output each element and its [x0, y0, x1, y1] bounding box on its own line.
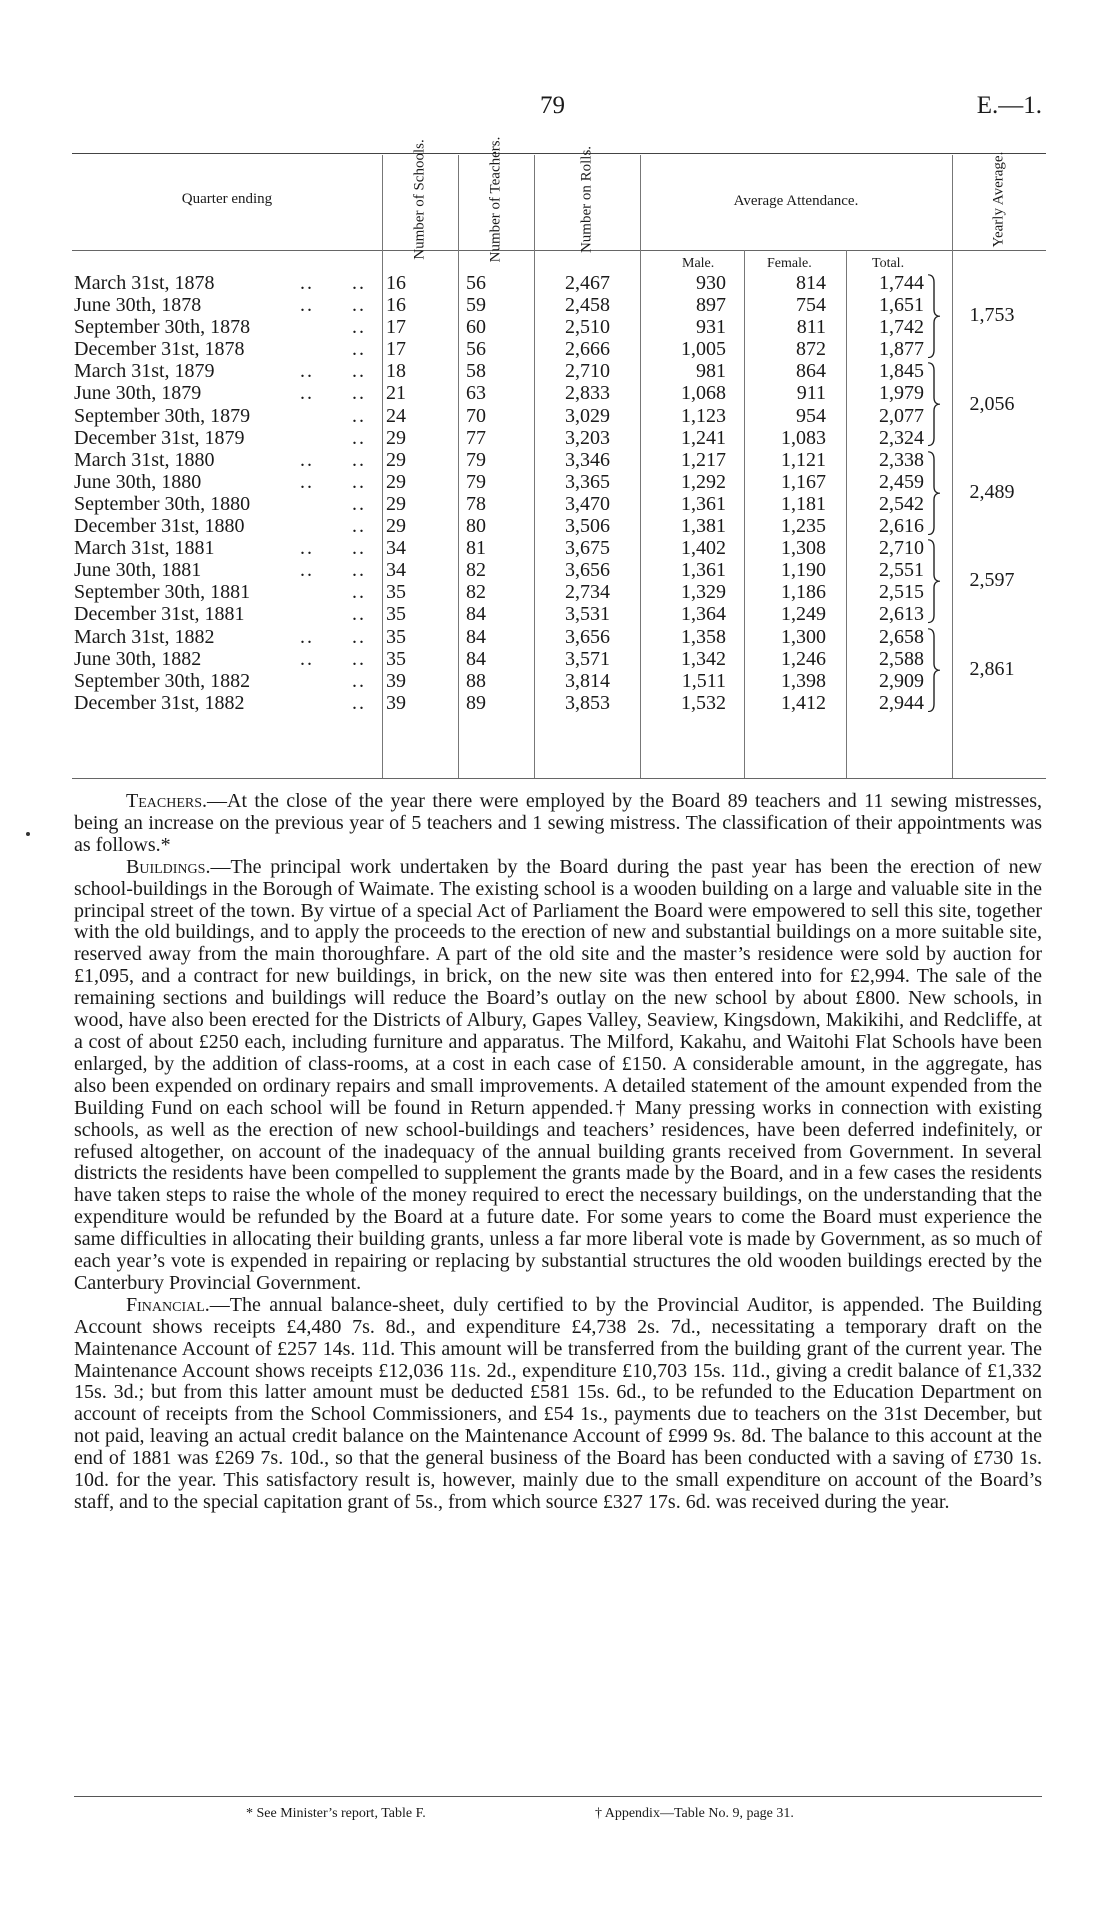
yearly-average-value: 2,597 — [969, 569, 1015, 592]
right-brace-icon — [927, 274, 941, 358]
leader-dots: .. — [352, 559, 366, 582]
female-cell: 1,121 — [781, 448, 826, 471]
total-cell: 2,077 — [879, 404, 924, 427]
rolls-cell: 3,470 — [565, 492, 610, 515]
financial-text: —The annual balance-sheet, duly certified to by the Provincial Auditor, is appended. The Building Account shows receipts £4,480 7s. 8d., and expenditure £4,738 2s. 7d., necessitating a temporary draft on the Maintenance Account of £257 14s. 11d. This amount will be transferred from the building grant of the current year. The Maintenance Account shows receipts £12,036 11s. 2d., expenditure £10,703 15s. 11d., giving a credit balance of £1,332 15s. 3d.; but from this latter amount must be deducted £581 15s. 6d., to be refunded to the Education Department on account of receipts from the School Commissioners, and £54 1s., payments due to teachers on the 31st December, but not paid, leaving an actual credit balance on the Maintenance Account of £999 9s. 8d. The balance to this account at the end of 1881 was £269 7s. 10d., so that the general business of the Board has been conducted with a saving of £730 1s. 10d. for the year. This satisfactory result is, however, mainly due to the small expenditure on account of the Board’s staff, and to the special capitation grant of 5s., from which source £327 17s. 6d. was received during the year. — [74, 1293, 1042, 1513]
table-row — [72, 382, 1046, 404]
total-cell: 1,651 — [879, 294, 924, 317]
quarter-cell: September 30th, 1878 — [74, 316, 251, 339]
leader-dots: .. — [300, 647, 314, 670]
total-cell: 2,909 — [879, 669, 924, 692]
schools-cell: 39 — [386, 669, 406, 692]
footnote-rule — [74, 1796, 1042, 1797]
leader-dots: .. — [352, 316, 366, 339]
leader-dots: .. — [352, 470, 366, 493]
leader-dots: .. — [352, 338, 366, 361]
header-quarter-ending: Quarter ending — [181, 191, 273, 207]
male-cell: 1,123 — [681, 404, 726, 427]
footnote-star: * See Minister’s report, Table F. — [246, 1806, 426, 1821]
schools-cell: 29 — [386, 426, 406, 449]
quarter-cell: December 31st, 1878 — [74, 338, 245, 361]
female-cell: 1,167 — [781, 470, 826, 493]
rolls-cell: 2,510 — [565, 316, 610, 339]
table-row — [72, 581, 1046, 603]
rolls-cell: 3,853 — [565, 691, 610, 714]
male-cell: 897 — [696, 294, 726, 317]
total-cell: 1,979 — [879, 382, 924, 405]
teachers-text: —At the close of the year there were employed by the Board 89 teachers and 11 sewing mistresses, being an increase on the previous year of 5 teachers and 1 sewing mistress. The classification of their appointments was as follows.* — [74, 790, 1042, 856]
teachers-cell: 58 — [466, 360, 486, 383]
leader-dots: .. — [352, 404, 366, 427]
schools-cell: 35 — [386, 603, 406, 626]
female-cell: 1,300 — [781, 625, 826, 648]
leader-dots: .. — [352, 669, 366, 692]
leader-dots: .. — [352, 625, 366, 648]
table-row — [72, 670, 1046, 692]
male-cell: 1,329 — [681, 581, 726, 604]
right-brace-icon — [927, 451, 941, 535]
male-cell: 1,005 — [681, 338, 726, 361]
table-header-rule — [72, 250, 1046, 251]
header-number-of-schools: Number of Schools. — [411, 139, 428, 260]
leader-dots: .. — [352, 492, 366, 515]
quarter-cell: June 30th, 1881 — [74, 559, 202, 582]
total-cell: 2,324 — [879, 426, 924, 449]
schools-cell: 21 — [386, 382, 406, 405]
male-cell: 1,361 — [681, 559, 726, 582]
leader-dots: .. — [300, 382, 314, 405]
total-cell: 2,588 — [879, 647, 924, 670]
teachers-cell: 84 — [466, 647, 486, 670]
total-cell: 2,710 — [879, 537, 924, 560]
schools-cell: 35 — [386, 647, 406, 670]
quarter-cell: September 30th, 1882 — [74, 669, 251, 692]
report-code: E.—1. — [976, 92, 1042, 119]
leader-dots: .. — [352, 515, 366, 538]
table-row — [72, 559, 1046, 581]
male-cell: 1,358 — [681, 625, 726, 648]
quarter-cell: March 31st, 1879 — [74, 360, 215, 383]
yearly-average-value: 2,861 — [969, 657, 1015, 680]
total-cell: 2,616 — [879, 515, 924, 538]
female-cell: 1,412 — [781, 691, 826, 714]
table-row — [72, 405, 1046, 427]
rolls-cell: 3,203 — [565, 426, 610, 449]
male-cell: 1,364 — [681, 603, 726, 626]
rolls-cell: 3,814 — [565, 669, 610, 692]
female-cell: 1,308 — [781, 537, 826, 560]
teachers-heading: Teachers. — [126, 790, 208, 812]
teachers-cell: 82 — [466, 559, 486, 582]
table-row — [72, 338, 1046, 360]
header-average-attendance: Average Attendance. — [733, 193, 859, 209]
schools-cell: 35 — [386, 581, 406, 604]
table-row — [72, 316, 1046, 338]
schools-cell: 16 — [386, 272, 406, 294]
teachers-cell: 89 — [466, 691, 486, 714]
teachers-cell: 79 — [466, 470, 486, 493]
male-cell: 981 — [696, 360, 726, 383]
teachers-paragraph — [74, 791, 1042, 857]
quarter-cell: March 31st, 1878 — [74, 272, 215, 294]
quarter-cell: December 31st, 1879 — [74, 426, 245, 449]
table-body — [72, 272, 1046, 714]
teachers-cell: 70 — [466, 404, 486, 427]
schools-cell: 29 — [386, 448, 406, 471]
table-row — [72, 449, 1046, 471]
quarter-cell: September 30th, 1881 — [74, 581, 251, 604]
buildings-paragraph — [74, 857, 1042, 1295]
leader-dots: .. — [300, 448, 314, 471]
male-cell: 1,361 — [681, 492, 726, 515]
schools-cell: 17 — [386, 316, 406, 339]
yearly-average-value: 2,489 — [969, 481, 1015, 503]
schools-cell: 29 — [386, 515, 406, 538]
quarter-cell: September 30th, 1879 — [74, 404, 251, 427]
leader-dots: .. — [352, 382, 366, 405]
right-brace-icon — [927, 539, 941, 623]
teachers-cell: 56 — [466, 272, 486, 294]
header-number-of-teachers: Number of Teachers. — [487, 136, 504, 263]
total-cell: 2,944 — [879, 691, 924, 714]
table-bottom-rule — [72, 778, 1046, 779]
total-cell: 1,742 — [879, 316, 924, 339]
table-row — [72, 626, 1046, 648]
rolls-cell: 2,458 — [565, 294, 610, 317]
financial-heading: Financial. — [126, 1293, 210, 1316]
table-row — [72, 537, 1046, 559]
male-cell: 1,241 — [681, 426, 726, 449]
rolls-cell: 2,710 — [565, 360, 610, 383]
female-cell: 754 — [796, 294, 826, 317]
buildings-text: —The principal work undertaken by the Board during the past year has been the erection of new school-buildings in the Borough of Waimate. The existing school is a wooden building on a large and valuable site in the principal street of the town. By virtue of a special Act of Parliament the Board were empowered to sell this site, together with the old buildings, and to apply the proceeds to the erection of new and substantial buildings on a more suitable site, reserved away from the main thoroughfare. A part of the old site and the master’s residence were sold by auction for £1,095, and a contract for new buildings, in brick, on the new site was then entered into for £2,994. The sale of the remaining sections and buildings will reduce the Board’s outlay on the new school by about £800. New schools, in wood, have also been erected for the Districts of Albury, Gapes Valley, Seaview, Kingsdown, Makikihi, and Redcliffe, at a cost of about £250 each, including furniture and apparatus. The Milford, Kakahu, and Waitohi Flat Schools have been enlarged, by the addition of class-rooms, at a cost in each case of £150. A considerable amount, in the aggregate, has also been expended on ordinary repairs and small improvements. A detailed statement of the amount expended from the Building Fund on each school will be found in Return appended.† Many pressing works in connection with existing schools, as well as the erection of new school-buildings and teachers’ residences, have been deferred indefinitely, or refused altogether, on account of the inadequacy of the annual building grants received from Government. In several districts the residents have been compelled to supplement the grants made by the Board, and in a few cases the residents have taken steps to raise the whole of the money required to erect the necessary buildings, on the understanding that the expenditure would be refunded by the Board at a future date. For some years to come the Board must experience the same difficulties in allocating their building grants, unless a far more liberal vote is made by Government, as so much of each year’s vote is expended in repairing or replacing by substantial structures the old wooden buildings erected by the Canterbury Provincial Government. — [74, 855, 1042, 1294]
schools-cell: 35 — [386, 625, 406, 648]
leader-dots: .. — [352, 537, 366, 560]
rolls-cell: 3,506 — [565, 515, 610, 538]
buildings-heading: Buildings. — [126, 855, 211, 878]
right-brace-icon — [927, 628, 941, 712]
leader-dots: .. — [352, 691, 366, 714]
female-cell: 1,249 — [781, 603, 826, 626]
quarter-cell: March 31st, 1881 — [74, 537, 215, 560]
schools-cell: 29 — [386, 492, 406, 515]
total-cell: 2,542 — [879, 492, 924, 515]
rolls-cell: 2,833 — [565, 382, 610, 405]
female-cell: 864 — [796, 360, 826, 383]
leader-dots: .. — [300, 559, 314, 582]
female-cell: 1,190 — [781, 559, 826, 582]
female-cell: 872 — [796, 338, 826, 361]
total-cell: 2,551 — [879, 559, 924, 582]
teachers-cell: 60 — [466, 316, 486, 339]
total-cell: 2,613 — [879, 603, 924, 626]
schools-cell: 39 — [386, 691, 406, 714]
table-row — [72, 360, 1046, 382]
rolls-cell: 3,656 — [565, 559, 610, 582]
total-cell: 1,877 — [879, 338, 924, 361]
leader-dots: .. — [300, 537, 314, 560]
table-row — [72, 692, 1046, 714]
yearly-average-value: 1,753 — [969, 304, 1015, 327]
teachers-cell: 56 — [466, 338, 486, 361]
teachers-cell: 82 — [466, 581, 486, 604]
table-top-rule — [72, 153, 1046, 154]
rolls-cell: 3,571 — [565, 647, 610, 670]
quarter-cell: June 30th, 1882 — [74, 647, 202, 670]
report-body — [74, 791, 1042, 1514]
schools-cell: 17 — [386, 338, 406, 361]
leader-dots: .. — [352, 272, 366, 294]
schools-cell: 34 — [386, 559, 406, 582]
male-cell: 1,402 — [681, 537, 726, 560]
rolls-cell: 3,029 — [565, 404, 610, 427]
total-cell: 2,338 — [879, 448, 924, 471]
quarter-cell: December 31st, 1881 — [74, 603, 245, 626]
quarter-cell: September 30th, 1880 — [74, 492, 251, 515]
rolls-cell: 2,666 — [565, 338, 610, 361]
schools-cell: 18 — [386, 360, 406, 383]
table-row — [72, 493, 1046, 515]
attendance-table — [72, 136, 1046, 793]
male-cell: 1,381 — [681, 515, 726, 538]
total-cell: 1,744 — [879, 272, 924, 294]
header-number-on-rolls: Number on Rolls. — [578, 145, 595, 254]
table-row — [72, 272, 1046, 294]
teachers-cell: 63 — [466, 382, 486, 405]
teachers-cell: 59 — [466, 294, 486, 317]
yearly-average-value: 2,056 — [969, 392, 1015, 415]
table-row — [72, 603, 1046, 625]
leader-dots: .. — [300, 625, 314, 648]
female-cell: 1,398 — [781, 669, 826, 692]
leader-dots: .. — [300, 470, 314, 493]
male-cell: 930 — [696, 272, 726, 294]
quarter-cell: March 31st, 1880 — [74, 448, 215, 471]
male-cell: 1,217 — [681, 448, 726, 471]
header-yearly-average: Yearly Average. — [990, 151, 1007, 248]
female-cell: 1,083 — [781, 426, 826, 449]
leader-dots: .. — [352, 581, 366, 604]
female-cell: 1,186 — [781, 581, 826, 604]
quarter-cell: June 30th, 1879 — [74, 382, 202, 405]
total-cell: 2,658 — [879, 625, 924, 648]
teachers-cell: 81 — [466, 537, 486, 560]
table-row — [72, 515, 1046, 537]
teachers-cell: 84 — [466, 625, 486, 648]
table-row — [72, 648, 1046, 670]
teachers-cell: 78 — [466, 492, 486, 515]
leader-dots: .. — [352, 294, 366, 317]
total-cell: 2,515 — [879, 581, 924, 604]
schools-cell: 16 — [386, 294, 406, 317]
rolls-cell: 3,531 — [565, 603, 610, 626]
quarter-cell: December 31st, 1880 — [74, 515, 245, 538]
male-cell: 1,532 — [681, 691, 726, 714]
male-cell: 1,068 — [681, 382, 726, 405]
margin-mark — [26, 832, 30, 836]
quarter-cell: June 30th, 1880 — [74, 470, 202, 493]
female-cell: 1,235 — [781, 515, 826, 538]
table-row — [72, 427, 1046, 449]
teachers-cell: 88 — [466, 669, 486, 692]
quarter-cell: December 31st, 1882 — [74, 691, 245, 714]
schools-cell: 34 — [386, 537, 406, 560]
schools-cell: 24 — [386, 404, 406, 427]
rolls-cell: 2,467 — [565, 272, 610, 294]
teachers-cell: 79 — [466, 448, 486, 471]
quarter-cell: June 30th, 1878 — [74, 294, 202, 317]
subheader-male: Male. — [682, 256, 715, 271]
female-cell: 911 — [796, 382, 826, 405]
leader-dots: .. — [352, 448, 366, 471]
page-number: 79 — [540, 92, 565, 119]
male-cell: 1,292 — [681, 470, 726, 493]
leader-dots: .. — [300, 294, 314, 317]
rolls-cell: 3,656 — [565, 625, 610, 648]
page-header — [0, 92, 1114, 124]
teachers-cell: 80 — [466, 515, 486, 538]
leader-dots: .. — [300, 272, 314, 294]
leader-dots: .. — [352, 647, 366, 670]
rolls-cell: 3,675 — [565, 537, 610, 560]
male-cell: 931 — [696, 316, 726, 339]
quarter-cell: March 31st, 1882 — [74, 625, 215, 648]
female-cell: 811 — [796, 316, 826, 339]
female-cell: 1,246 — [781, 647, 826, 670]
table-row — [72, 294, 1046, 316]
leader-dots: .. — [352, 426, 366, 449]
leader-dots: .. — [300, 360, 314, 383]
female-cell: 954 — [796, 404, 826, 427]
male-cell: 1,511 — [681, 669, 726, 692]
subheader-total: Total. — [872, 256, 905, 271]
table-row — [72, 471, 1046, 493]
teachers-cell: 84 — [466, 603, 486, 626]
leader-dots: .. — [352, 360, 366, 383]
leader-dots: .. — [352, 603, 366, 626]
total-cell: 1,845 — [879, 360, 924, 383]
rolls-cell: 2,734 — [565, 581, 610, 604]
schools-cell: 29 — [386, 470, 406, 493]
subheader-female: Female. — [767, 256, 812, 271]
financial-paragraph — [74, 1295, 1042, 1514]
male-cell: 1,342 — [681, 647, 726, 670]
footnote-dagger: † Appendix—Table No. 9, page 31. — [595, 1806, 794, 1821]
total-cell: 2,459 — [879, 470, 924, 493]
rolls-cell: 3,365 — [565, 470, 610, 493]
female-cell: 814 — [796, 272, 826, 294]
teachers-cell: 77 — [466, 426, 486, 449]
right-brace-icon — [927, 362, 941, 446]
rolls-cell: 3,346 — [565, 448, 610, 471]
female-cell: 1,181 — [781, 492, 826, 515]
